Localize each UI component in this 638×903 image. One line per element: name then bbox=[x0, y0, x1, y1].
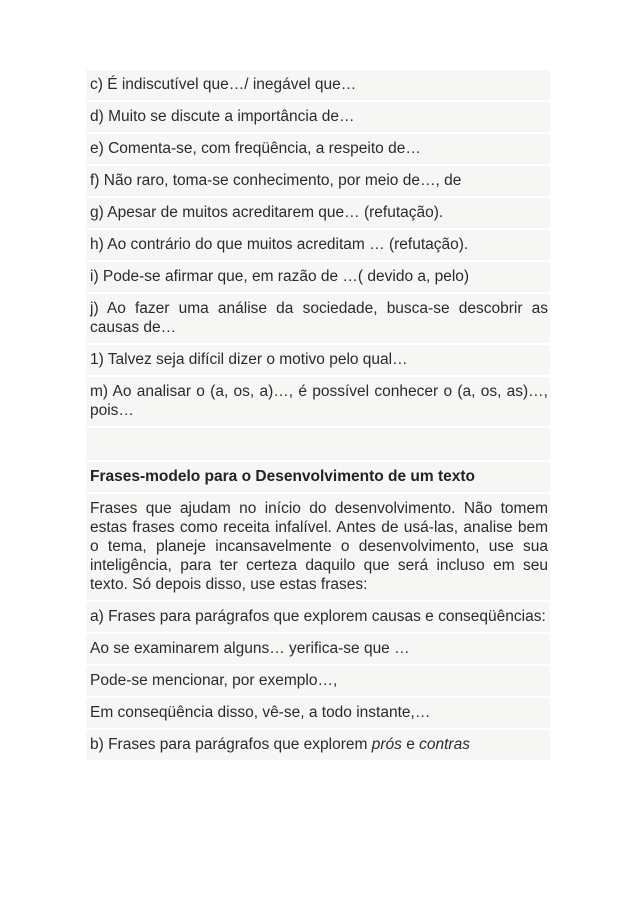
document-page bbox=[86, 70, 550, 762]
line-d: d) Muito se discute a importância de… bbox=[86, 102, 550, 134]
line-i: i) Pode-se afirmar que, em razão de …( devido a, pelo) bbox=[86, 262, 550, 294]
line-c: c) É indiscutível que…/ inegável que… bbox=[86, 70, 550, 102]
item-a-line-2: Pode-se mencionar, por exemplo…, bbox=[86, 666, 550, 698]
line-g: g) Apesar de muitos acreditarem que… (refutação). bbox=[86, 198, 550, 230]
line-e: e) Comenta-se, com freqüência, a respeito de… bbox=[86, 134, 550, 166]
item-b-prefix: b) Frases para parágrafos que explorem bbox=[90, 736, 372, 753]
line-h: h) Ao contrário do que muitos acreditam … (refutação). bbox=[86, 230, 550, 262]
item-a-line-1: Ao se examinarem alguns… yerifica-se que … bbox=[86, 634, 550, 666]
blank-spacer bbox=[86, 428, 550, 462]
line-1: 1) Talvez seja difícil dizer o motivo pelo qual… bbox=[86, 345, 550, 377]
line-j: j) Ao fazer uma análise da sociedade, busca-se descobrir as causas de… bbox=[86, 294, 550, 345]
item-b-contras: contras bbox=[419, 736, 470, 753]
item-b-label bbox=[86, 730, 550, 762]
section-heading: Frases-modelo para o Desenvolvimento de um texto bbox=[86, 462, 550, 494]
item-a-label: a) Frases para parágrafos que explorem causas e conseqüências: bbox=[86, 602, 550, 634]
line-f: f) Não raro, toma-se conhecimento, por meio de…, de bbox=[86, 166, 550, 198]
item-b-mid: e bbox=[401, 736, 420, 753]
item-b-pros: prós bbox=[371, 736, 402, 753]
item-a-line-3: Em conseqüência disso, vê-se, a todo instante,… bbox=[86, 698, 550, 730]
line-m: m) Ao analisar o (a, os, a)…, é possível conhecer o (a, os, as)…, pois… bbox=[86, 377, 550, 428]
intro-paragraph: Frases que ajudam no início do desenvolvimento. Não tomem estas frases como receita infalível. Antes de usá-las, analise bem o tema, planeje incansavelmente o desenvolvimento, use sua inteligência, para ter certeza daquilo que será incluso em seu texto. Só depois disso, use estas frases: bbox=[86, 494, 550, 602]
